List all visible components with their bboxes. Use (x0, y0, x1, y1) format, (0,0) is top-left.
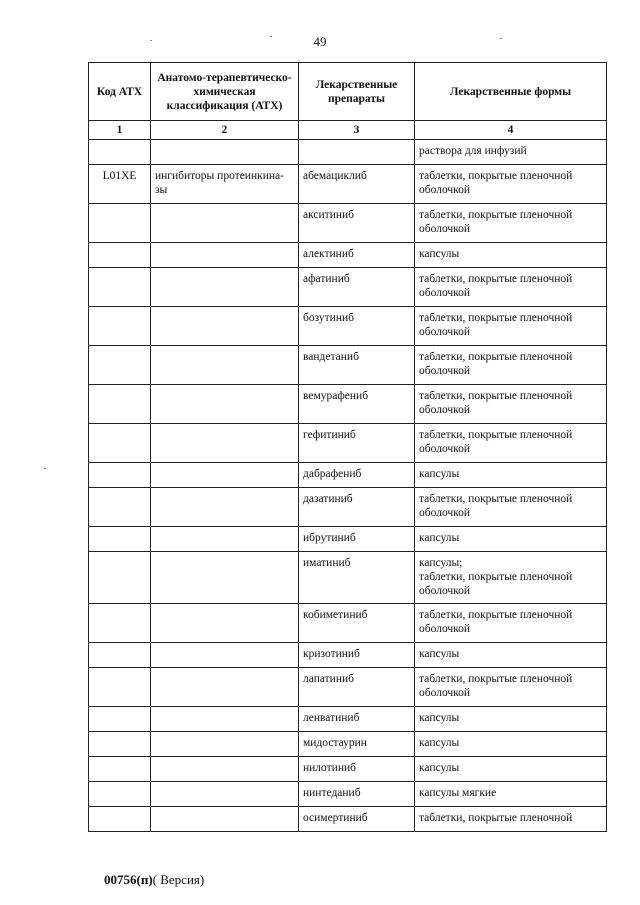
dosage-form-cell: капсулы (415, 643, 607, 668)
scan-speck (270, 36, 272, 37)
atc-code-cell (89, 668, 151, 707)
atc-drug-table (88, 62, 607, 832)
classification-cell (151, 527, 299, 552)
classification-cell (151, 268, 299, 307)
drug-name-cell: алектиниб (299, 243, 415, 268)
classification-cell (151, 488, 299, 527)
table-row (89, 807, 607, 832)
table-row (89, 165, 607, 204)
drug-name-cell: афатиниб (299, 268, 415, 307)
column-number-row (89, 121, 607, 140)
table-row (89, 463, 607, 488)
atc-code-cell (89, 463, 151, 488)
drug-name-cell: кризотиниб (299, 643, 415, 668)
atc-code-cell (89, 346, 151, 385)
footer-document-code (104, 872, 204, 888)
drug-name-cell: нилотиниб (299, 757, 415, 782)
table-row (89, 385, 607, 424)
table-row (89, 268, 607, 307)
column-number: 3 (299, 121, 415, 140)
classification-cell (151, 385, 299, 424)
dosage-form-cell: таблетки, покрытые пленочной оболочкой (415, 268, 607, 307)
atc-code-cell (89, 732, 151, 757)
atc-code-cell (89, 782, 151, 807)
table-row (89, 668, 607, 707)
atc-code-cell (89, 307, 151, 346)
atc-code-cell (89, 807, 151, 832)
classification-cell (151, 668, 299, 707)
table-row (89, 643, 607, 668)
dosage-form-cell: капсулы (415, 527, 607, 552)
dosage-form-cell: капсулы (415, 463, 607, 488)
atc-code-cell (89, 707, 151, 732)
dosage-form-cell: таблетки, покрытые пленочной оболочкой (415, 424, 607, 463)
classification-cell (151, 604, 299, 643)
dosage-form-cell: капсулы (415, 243, 607, 268)
drug-name-cell: ленватиниб (299, 707, 415, 732)
dosage-form-cell: таблетки, покрытые пленочной оболочкой (415, 488, 607, 527)
table-row (89, 488, 607, 527)
drug-name-cell: вемурафениб (299, 385, 415, 424)
doc-code: 00756(п) (104, 872, 153, 887)
dosage-form-cell: таблетки, покрытые пленочной оболочкой (415, 668, 607, 707)
dosage-form-cell: капсулы мягкие (415, 782, 607, 807)
table-row (89, 707, 607, 732)
atc-code-cell (89, 204, 151, 243)
classification-cell (151, 757, 299, 782)
scan-speck (44, 468, 46, 469)
drug-name-cell: ибрутиниб (299, 527, 415, 552)
drug-name-cell: дабрафениб (299, 463, 415, 488)
atc-code-cell (89, 527, 151, 552)
table-row (89, 604, 607, 643)
drug-name-cell: дазатиниб (299, 488, 415, 527)
dosage-form-cell: раствора для инфузий (415, 140, 607, 165)
dosage-form-cell: капсулы (415, 732, 607, 757)
dosage-form-cell: капсулы (415, 757, 607, 782)
classification-cell (151, 307, 299, 346)
drug-name-cell: лапатиниб (299, 668, 415, 707)
drug-name-cell: акситиниб (299, 204, 415, 243)
dosage-form-cell: капсулы; таблетки, покрытые пленочной оболочкой (415, 552, 607, 604)
atc-code-cell (89, 385, 151, 424)
atc-code-cell (89, 243, 151, 268)
classification-cell (151, 782, 299, 807)
classification-cell (151, 732, 299, 757)
table-row (89, 243, 607, 268)
table-row (89, 732, 607, 757)
header-drugs: Лекарственные препараты (299, 63, 415, 121)
dosage-form-cell: таблетки, покрытые пленочной оболочкой (415, 165, 607, 204)
table-row (89, 346, 607, 385)
dosage-form-cell: таблетки, покрытые пленочной (415, 807, 607, 832)
dosage-form-cell: таблетки, покрытые пленочной оболочкой (415, 204, 607, 243)
scan-speck (500, 38, 502, 39)
dosage-form-cell: таблетки, покрытые пленочной оболочкой (415, 307, 607, 346)
table-row (89, 782, 607, 807)
classification-cell (151, 424, 299, 463)
dosage-form-cell: таблетки, покрытые пленочной оболочкой (415, 385, 607, 424)
drug-name-cell: осимертиниб (299, 807, 415, 832)
column-number: 4 (415, 121, 607, 140)
classification-cell (151, 140, 299, 165)
header-atc-classification: Анатомо-терапевтическо-химическая классификация (АТХ) (151, 63, 299, 121)
classification-cell (151, 204, 299, 243)
classification-cell (151, 807, 299, 832)
atc-code-cell (89, 552, 151, 604)
version-label: ( Версия) (152, 872, 205, 887)
atc-code-cell (89, 424, 151, 463)
drug-name-cell: мидостаурин (299, 732, 415, 757)
drug-name-cell (299, 140, 415, 165)
page-number: 49 (313, 34, 327, 49)
dosage-form-cell: таблетки, покрытые пленочной оболочкой (415, 604, 607, 643)
table-row (89, 552, 607, 604)
drug-name-cell: нинтеданиб (299, 782, 415, 807)
classification-cell: ингибиторы протеинкина-зы (151, 165, 299, 204)
classification-cell (151, 346, 299, 385)
classification-cell (151, 463, 299, 488)
table-body (89, 121, 607, 832)
atc-code-cell (89, 643, 151, 668)
atc-code-cell (89, 488, 151, 527)
drug-name-cell: кобиметиниб (299, 604, 415, 643)
table-row (89, 204, 607, 243)
classification-cell (151, 707, 299, 732)
classification-cell (151, 243, 299, 268)
drug-name-cell: вандетаниб (299, 346, 415, 385)
atc-code-cell: L01XE (89, 165, 151, 204)
atc-code-cell (89, 604, 151, 643)
table-row (89, 307, 607, 346)
table-header-row (89, 63, 607, 121)
atc-code-cell (89, 140, 151, 165)
table-row (89, 757, 607, 782)
header-dosage-forms: Лекарственные формы (415, 63, 607, 121)
atc-code-cell (89, 757, 151, 782)
atc-code-cell (89, 268, 151, 307)
drug-name-cell: абемациклиб (299, 165, 415, 204)
column-number: 1 (89, 121, 151, 140)
drug-name-cell: бозутиниб (299, 307, 415, 346)
drug-name-cell: гефитиниб (299, 424, 415, 463)
dosage-form-cell: таблетки, покрытые пленочной оболочкой (415, 346, 607, 385)
drug-name-cell: иматиниб (299, 552, 415, 604)
table-row (89, 140, 607, 165)
dosage-form-cell: капсулы (415, 707, 607, 732)
classification-cell (151, 552, 299, 604)
header-atc-code: Код АТХ (89, 63, 151, 121)
table-row (89, 527, 607, 552)
classification-cell (151, 643, 299, 668)
table-row (89, 424, 607, 463)
scan-speck (150, 40, 152, 41)
column-number: 2 (151, 121, 299, 140)
